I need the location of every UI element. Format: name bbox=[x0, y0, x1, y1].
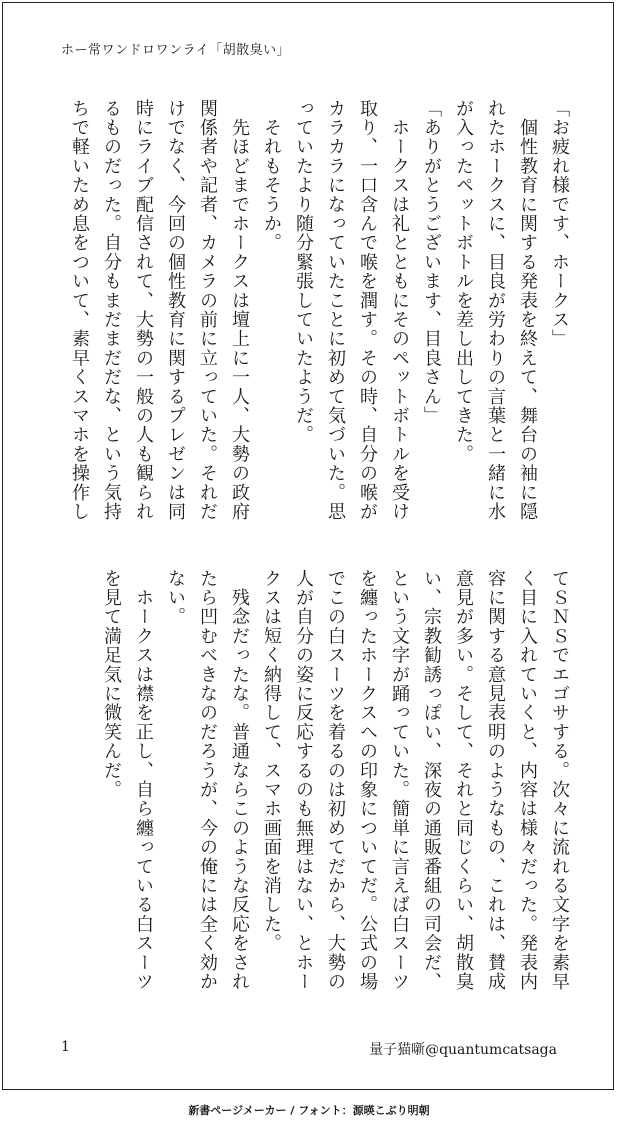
paragraph: ホークスは襟を正し、自ら纏っている白スーツを見て満足気に微笑んだ。 bbox=[101, 569, 154, 992]
running-header-title: ホー常ワンドロワンライ「胡散臭い」 bbox=[61, 43, 291, 58]
generator-caption: 新書ページメーカー / フォント：源暎こぶり明朝 bbox=[188, 1104, 430, 1117]
paragraph: 「ありがとうございます、目良さん」 bbox=[421, 99, 442, 426]
paragraph: てＳＮＳでエゴサする。次々に流れる文字を素早く目に入れていくと、内容は様々だった。発表内容に関する意見表明のようなもの、これは、賛成意見が多い。そして、それと同じくらい、胡散臭い、宗教勧誘っぽい、深夜の通販番組の司会だ、という文字が踊っていた。簡単に言えば白スーツを纏ったホークスへの印象についてだ。公式の場でこの白スーツを着るのは初めてだから、大勢の人が自分の姿に反応するのも無理はない、とホークスは短く納得して、スマホ画面を消した。 bbox=[261, 569, 570, 992]
paragraph: ホークスは礼とともにそのペットボトルを受け取り、一口含んで喉を潤す。その時、自分の喉がカラカラになっていたことに初めて気づいた。思っていたより随分緊張していたようだ。 bbox=[293, 99, 410, 522]
paragraph: 残念だったな。普通ならこのような反応をされたら凹むべきなのだろうが、今の俺には全く効かない。 bbox=[165, 569, 250, 992]
page-frame bbox=[2, 2, 614, 1090]
paragraph: それもそうか。 bbox=[261, 99, 282, 253]
page-number: 1 bbox=[61, 1039, 70, 1055]
text-block-top bbox=[55, 99, 575, 535]
paragraph: 「お疲れ様です、ホークス」 bbox=[549, 99, 570, 349]
author-credit: 量子猫噺@quantumcatsaga bbox=[369, 1042, 557, 1058]
paragraph: 個性教育に関する発表を終えて、舞台の袖に隠れたホークスに、目良が労わりの言葉と一緒に水が入ったペットボトルを差し出してきた。 bbox=[453, 99, 538, 522]
paragraph: 先ほどまでホークスは壇上に一人、大勢の政府関係者や記者、カメラの前に立っていた。それだけでなく、今回の個性教育に関するプレゼンは同時にライブ配信されて、大勢の一般の人も観られるものだった。自分もまだまだだな、という気持ちで軽いため息をついて、素早くスマホを操作し bbox=[69, 99, 250, 522]
text-block-bottom bbox=[55, 569, 575, 1009]
